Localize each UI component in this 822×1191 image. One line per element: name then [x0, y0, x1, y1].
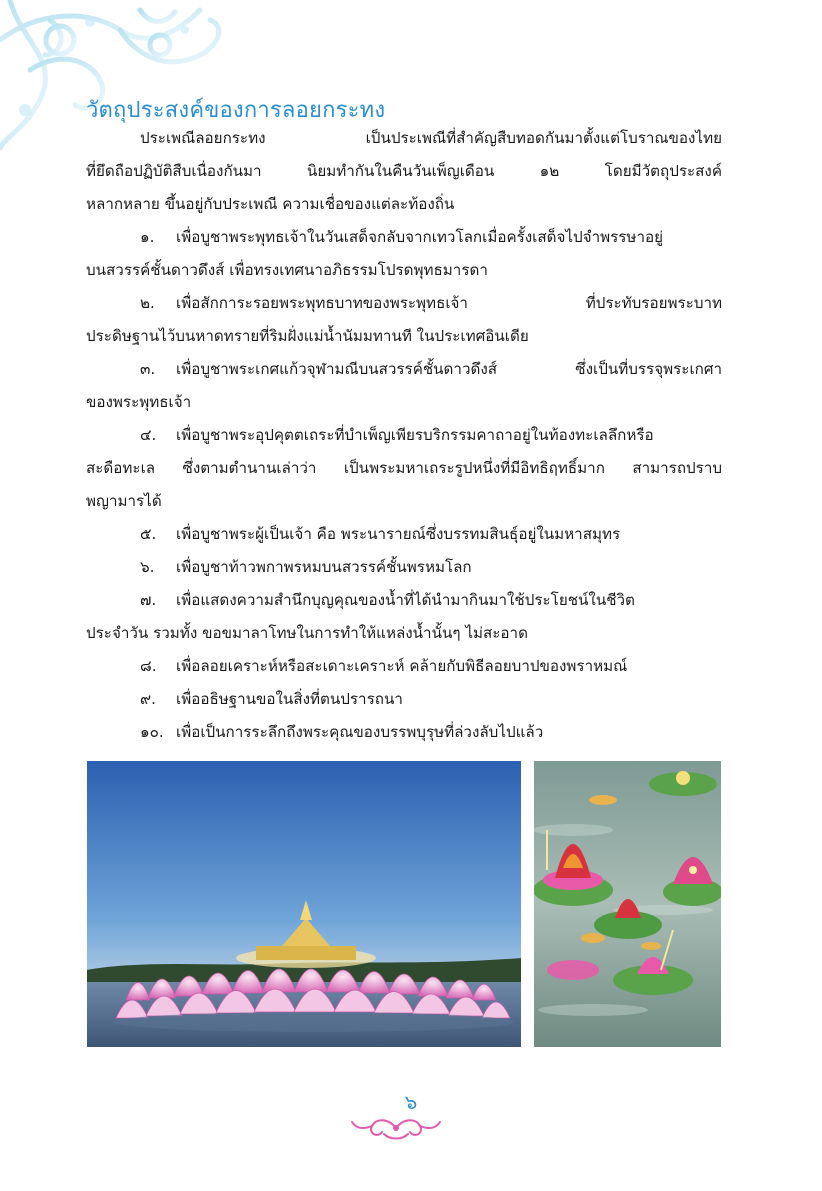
list-item [86, 551, 722, 584]
intro-line: ที่ยึดถือปฏิบัติสืบเนื่องกันมา นิยมทำกันในคืนวันเพ็ญเดือน ๑๒ โดยมีวัตถุประสงค์ [86, 162, 722, 180]
item-text: เพื่ออธิษฐานขอในสิ่งที่ตนปรารถนา [176, 690, 403, 708]
item-number: ๓. [140, 360, 156, 378]
item-text: เพื่อบูชาพระพุทธเจ้าในวันเสด็จกลับจากเทวโลกเมื่อครั้งเสด็จไปจำพรรษาอยู่ [176, 228, 663, 246]
item-number: ๖. [140, 558, 155, 576]
list-item [86, 287, 722, 320]
item-continuation: ประดิษฐานไว้บนหาดทรายที่ริมฝั่งแม่น้ำนัมมทานที ในประเทศอินเดีย [86, 327, 529, 345]
item-text: เพื่อบูชาพระอุปคุตตเถระที่บำเพ็ญเพียรบริกรรมคาถาอยู่ในท้องทะเลลึกหรือ [176, 426, 654, 444]
list-item [86, 221, 722, 254]
item-text: เพื่อแสดงความสำนึกบุญคุณของน้ำที่ได้นำมากินมาใช้ประโยชน์ในชีวิต [176, 591, 635, 609]
intro-line: ประเพณีลอยกระทง เป็นประเพณีที่สำคัญสืบทอดกันมาตั้งแต่โบราณของไทย [140, 129, 722, 147]
item-text: เพื่อสักการะรอยพระพุทธบาทของพระพุทธเจ้า ที่ประทับรอยพระบาท [176, 294, 722, 312]
item-text: เพื่อบูชาพระเกศแก้วจุฬามณีบนสวรรค์ชั้นดาวดึงส์ ซึ่งเป็นที่บรรจุพระเกศา [176, 360, 722, 378]
item-number: ๑. [140, 228, 155, 246]
list-item [86, 518, 722, 551]
item-text: เพื่อบูชาพระผู้เป็นเจ้า คือ พระนารายณ์ซึ่งบรรทมสินธุ์อยู่ในมหาสมุทร [176, 525, 621, 543]
item-text: เพื่อเป็นการระลึกถึงพระคุณของบรรพบุรุษที่ล่วงลับไปแล้ว [176, 723, 544, 741]
list-item [86, 353, 722, 386]
intro-line: หลากหลาย ขึ้นอยู่กับประเพณี ความเชื่อของแต่ละท้องถิ่น [86, 195, 455, 213]
list-item [86, 683, 722, 716]
item-number: ๔. [140, 426, 157, 444]
item-continuation: ประจำวัน รวมทั้ง ขอขมาลาโทษในการทำให้แหล่งน้ำนั้นๆ ไม่สะอาด [86, 624, 528, 642]
item-continuation: บนสวรรค์ชั้นดาวดึงส์ เพื่อทรงเทศนาอภิธรรมโปรดพุทธมารดา [86, 261, 488, 279]
section-heading: วัตถุประสงค์ของการลอยกระทง [86, 98, 386, 123]
item-continuation: สะดือทะเล ซึ่งตามตำนานเล่าว่า เป็นพระมหาเถระรูปหนึ่งที่มีอิทธิฤทธิ์มาก สามารถปราบ [86, 459, 722, 477]
item-number: ๘. [140, 657, 157, 675]
list-item [86, 419, 722, 452]
floating-krathongs-photo [533, 760, 722, 1048]
item-number: ๒. [140, 294, 155, 312]
item-number: ๗. [140, 591, 157, 609]
item-text: เพื่อบูชาท้าวพกาพรหมบนสวรรค์ชั้นพรหมโลก [176, 558, 472, 576]
page-number: ๖ [404, 1090, 418, 1114]
item-continuation: พญามารได้ [86, 492, 162, 510]
list-item [86, 650, 722, 683]
item-continuation: ของพระพุทธเจ้า [86, 393, 192, 411]
list-item [86, 716, 722, 749]
item-number: ๕. [140, 525, 157, 543]
item-text: เพื่อลอยเคราะห์หรือสะเดาะเคราะห์ คล้ายกับพิธีลอยบาปของพราหมณ์ [176, 657, 628, 675]
list-item [86, 584, 722, 617]
item-number: ๙. [140, 690, 156, 708]
giant-lotus-krathong-photo [86, 760, 522, 1048]
footer-flourish-ornament [348, 1114, 444, 1142]
item-number: ๑๐. [140, 723, 164, 741]
main-content [86, 122, 722, 749]
